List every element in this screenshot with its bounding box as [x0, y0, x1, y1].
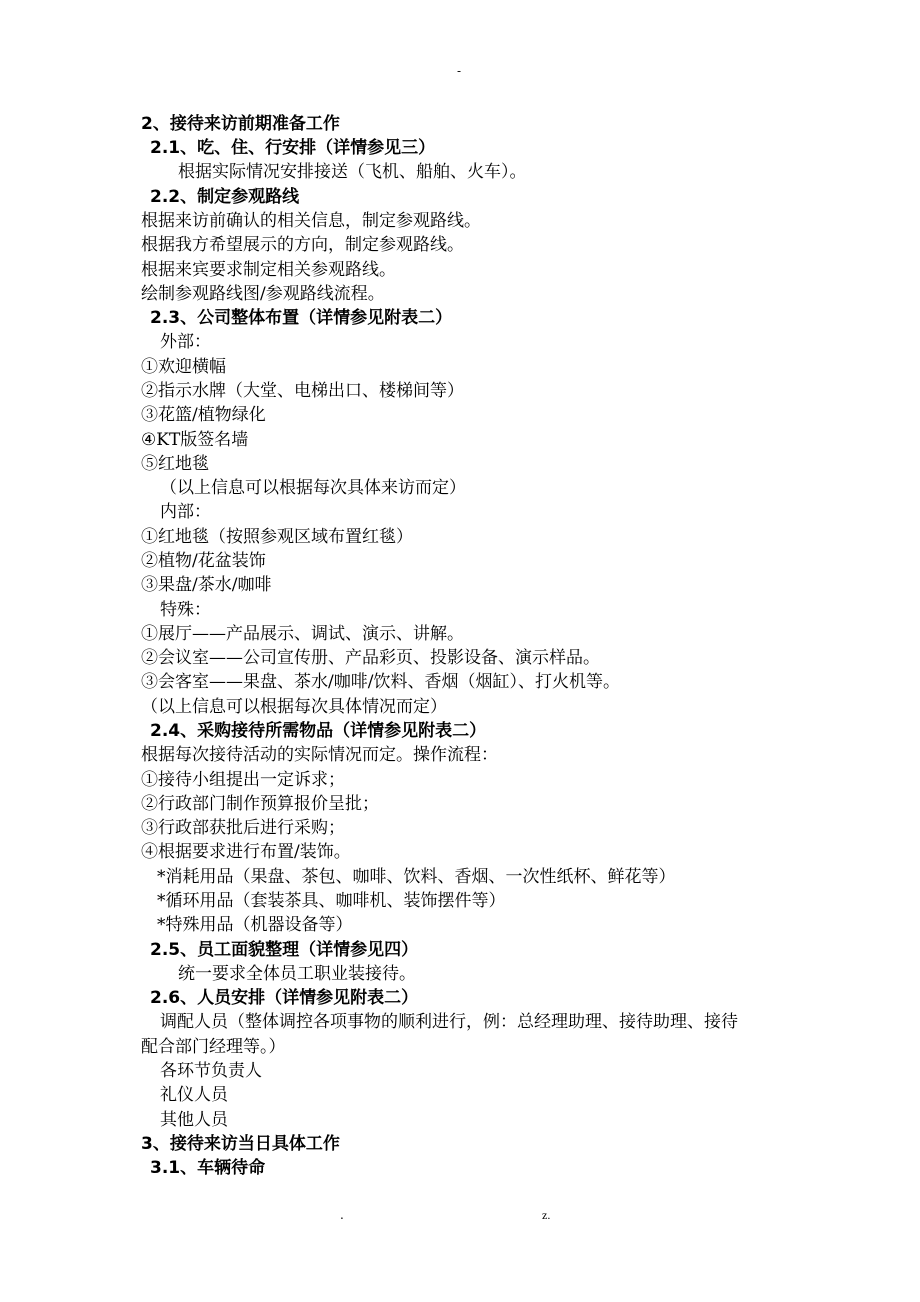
list-item: ①展厅——产品展示、调试、演示、讲解。: [141, 624, 464, 644]
list-item: ⑤红地毯: [141, 454, 209, 474]
paragraph: 调配人员（整体调控各项事物的顺利进行，例：总经理助理、接待助理、接待: [160, 1012, 738, 1032]
footer-right-mark: z.: [542, 1208, 551, 1222]
header-mark: -: [457, 64, 462, 78]
role-item: 礼仪人员: [160, 1085, 228, 1105]
paragraph: 根据来访前确认的相关信息，制定参观路线。: [141, 211, 481, 231]
list-item: ③花篮/植物绿化: [141, 405, 266, 425]
paragraph: 配合部门经理等。）: [141, 1037, 286, 1057]
paragraph: 根据来宾要求制定相关参观路线。: [141, 260, 396, 280]
heading-2-6: 2.6、人员安排（详情参见附表二）: [150, 988, 419, 1008]
bullet-item: *特殊用品（机器设备等）: [157, 915, 353, 935]
role-item: 其他人员: [160, 1110, 228, 1130]
heading-section-3: 3、接待来访当日具体工作: [141, 1134, 340, 1154]
heading-2-5: 2.5、员工面貌整理（详情参见四）: [150, 940, 419, 960]
list-item: ③果盘/茶水/咖啡: [141, 575, 272, 595]
heading-2-3: 2.3、公司整体布置（详情参见附表二）: [150, 308, 453, 328]
heading-2-1: 2.1、吃、住、行安排（详情参见三）: [150, 138, 436, 158]
paragraph: 根据每次接待活动的实际情况而定。操作流程：: [141, 745, 498, 765]
paragraph: 根据我方希望展示的方向，制定参观路线。: [141, 235, 464, 255]
list-item: ②植物/花盆装饰: [141, 551, 266, 571]
subheading-exterior: 外部：: [160, 332, 211, 352]
heading-section-2: 2、接待来访前期准备工作: [141, 114, 340, 134]
note: （以上信息可以根据每次具体情况而定）: [141, 697, 447, 717]
subheading-interior: 内部：: [160, 502, 211, 522]
list-item: ②行政部门制作预算报价呈批；: [141, 794, 379, 814]
paragraph: 根据实际情况安排接送（飞机、船舶、火车）。: [178, 162, 527, 182]
bullet-item: *循环用品（套装茶具、咖啡机、装饰摆件等）: [157, 891, 506, 911]
list-item: ②会议室——公司宣传册、产品彩页、投影设备、演示样品。: [141, 648, 600, 668]
list-item: ①红地毯（按照参观区域布置红毯）: [141, 527, 413, 547]
heading-2-2: 2.2、制定参观路线: [150, 187, 300, 207]
subheading-special: 特殊：: [160, 600, 211, 620]
heading-2-4: 2.4、采购接待所需物品（详情参见附表二）: [150, 721, 487, 741]
list-item: ③会客室——果盘、茶水/咖啡/饮料、香烟（烟缸）、打火机等。: [141, 672, 620, 692]
note: （以上信息可以根据每次具体来访而定）: [160, 478, 466, 498]
bullet-item: *消耗用品（果盘、茶包、咖啡、饮料、香烟、一次性纸杯、鲜花等）: [157, 867, 676, 887]
list-item: ①欢迎横幅: [141, 357, 226, 377]
role-item: 各环节负责人: [160, 1061, 262, 1081]
list-item: ③行政部获批后进行采购；: [141, 818, 345, 838]
heading-3-1: 3.1、车辆待命: [150, 1158, 266, 1178]
list-item: ①接待小组提出一定诉求；: [141, 770, 345, 790]
list-item: ④KT版签名墙: [141, 430, 249, 450]
list-item: ②指示水牌（大堂、电梯出口、楼梯间等）: [141, 381, 464, 401]
paragraph: 统一要求全体员工职业装接待。: [178, 964, 416, 984]
paragraph: 绘制参观路线图/参观路线流程。: [141, 284, 385, 304]
footer-left-mark: .: [340, 1208, 344, 1222]
list-item: ④根据要求进行布置/装饰。: [141, 842, 351, 862]
